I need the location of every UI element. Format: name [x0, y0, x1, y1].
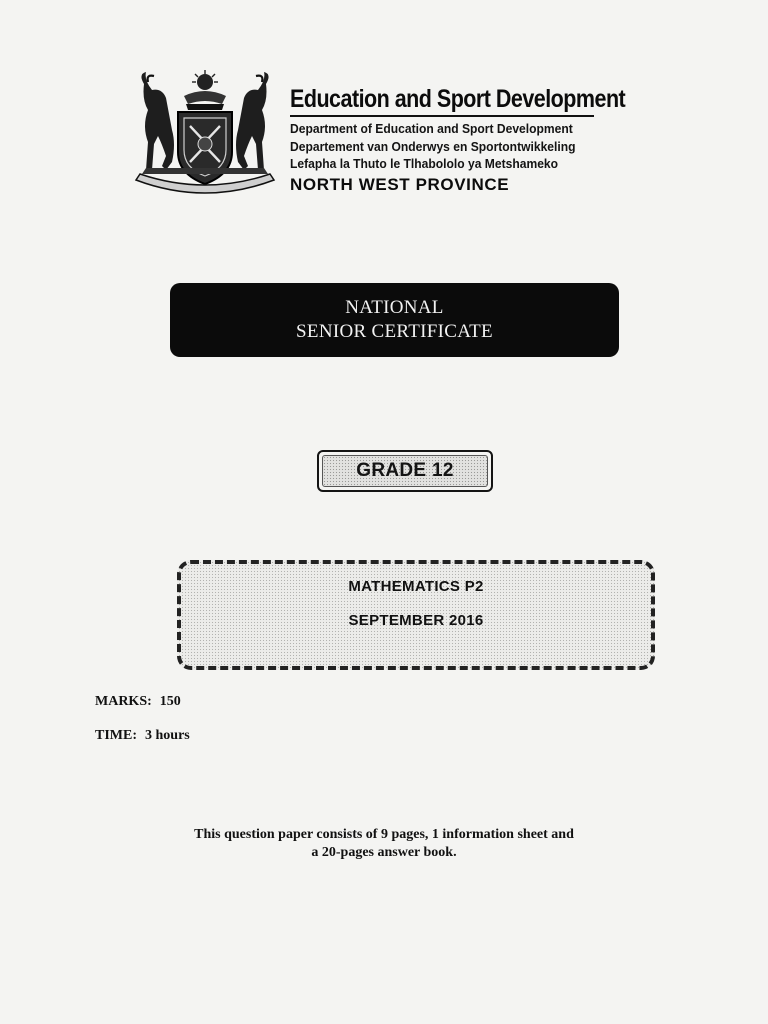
department-title: Education and Sport Development [290, 85, 626, 113]
exam-date: SEPTEMBER 2016 [348, 612, 484, 629]
department-line-english: Department of Education and Sport Development [290, 121, 573, 136]
grade-box [317, 450, 493, 492]
department-header [290, 84, 626, 196]
subject-box [177, 560, 655, 670]
nsc-banner-line-1: NATIONAL [345, 297, 444, 318]
marks-label: MARKS: [95, 694, 152, 709]
department-line-afrikaans: Departement van Onderwys en Sportontwikkeling [290, 138, 576, 154]
time-label: TIME: [95, 728, 137, 743]
grade-label: GRADE 12 [356, 460, 454, 481]
nsc-banner [170, 283, 619, 357]
paper-composition-line-2: a 20-pages answer book. [311, 845, 457, 860]
marks-line [95, 694, 181, 710]
grade-box-inner [322, 455, 488, 487]
header-divider [290, 115, 594, 117]
coat-of-arms-icon [132, 70, 278, 202]
time-line [95, 728, 190, 744]
marks-value: 150 [159, 694, 181, 709]
nsc-banner-line-2: SENIOR CERTIFICATE [296, 321, 493, 342]
department-line-setswana: Lefapha la Thuto le Tlhabololo ya Metshameko [290, 156, 559, 171]
province-name: NORTH WEST PROVINCE [290, 174, 510, 194]
paper-composition-note [160, 826, 608, 862]
subject-name: MATHEMATICS P2 [348, 578, 484, 595]
paper-composition-line-1: This question paper consists of 9 pages, 1 information sheet and [194, 827, 574, 842]
time-value: 3 hours [145, 728, 190, 743]
